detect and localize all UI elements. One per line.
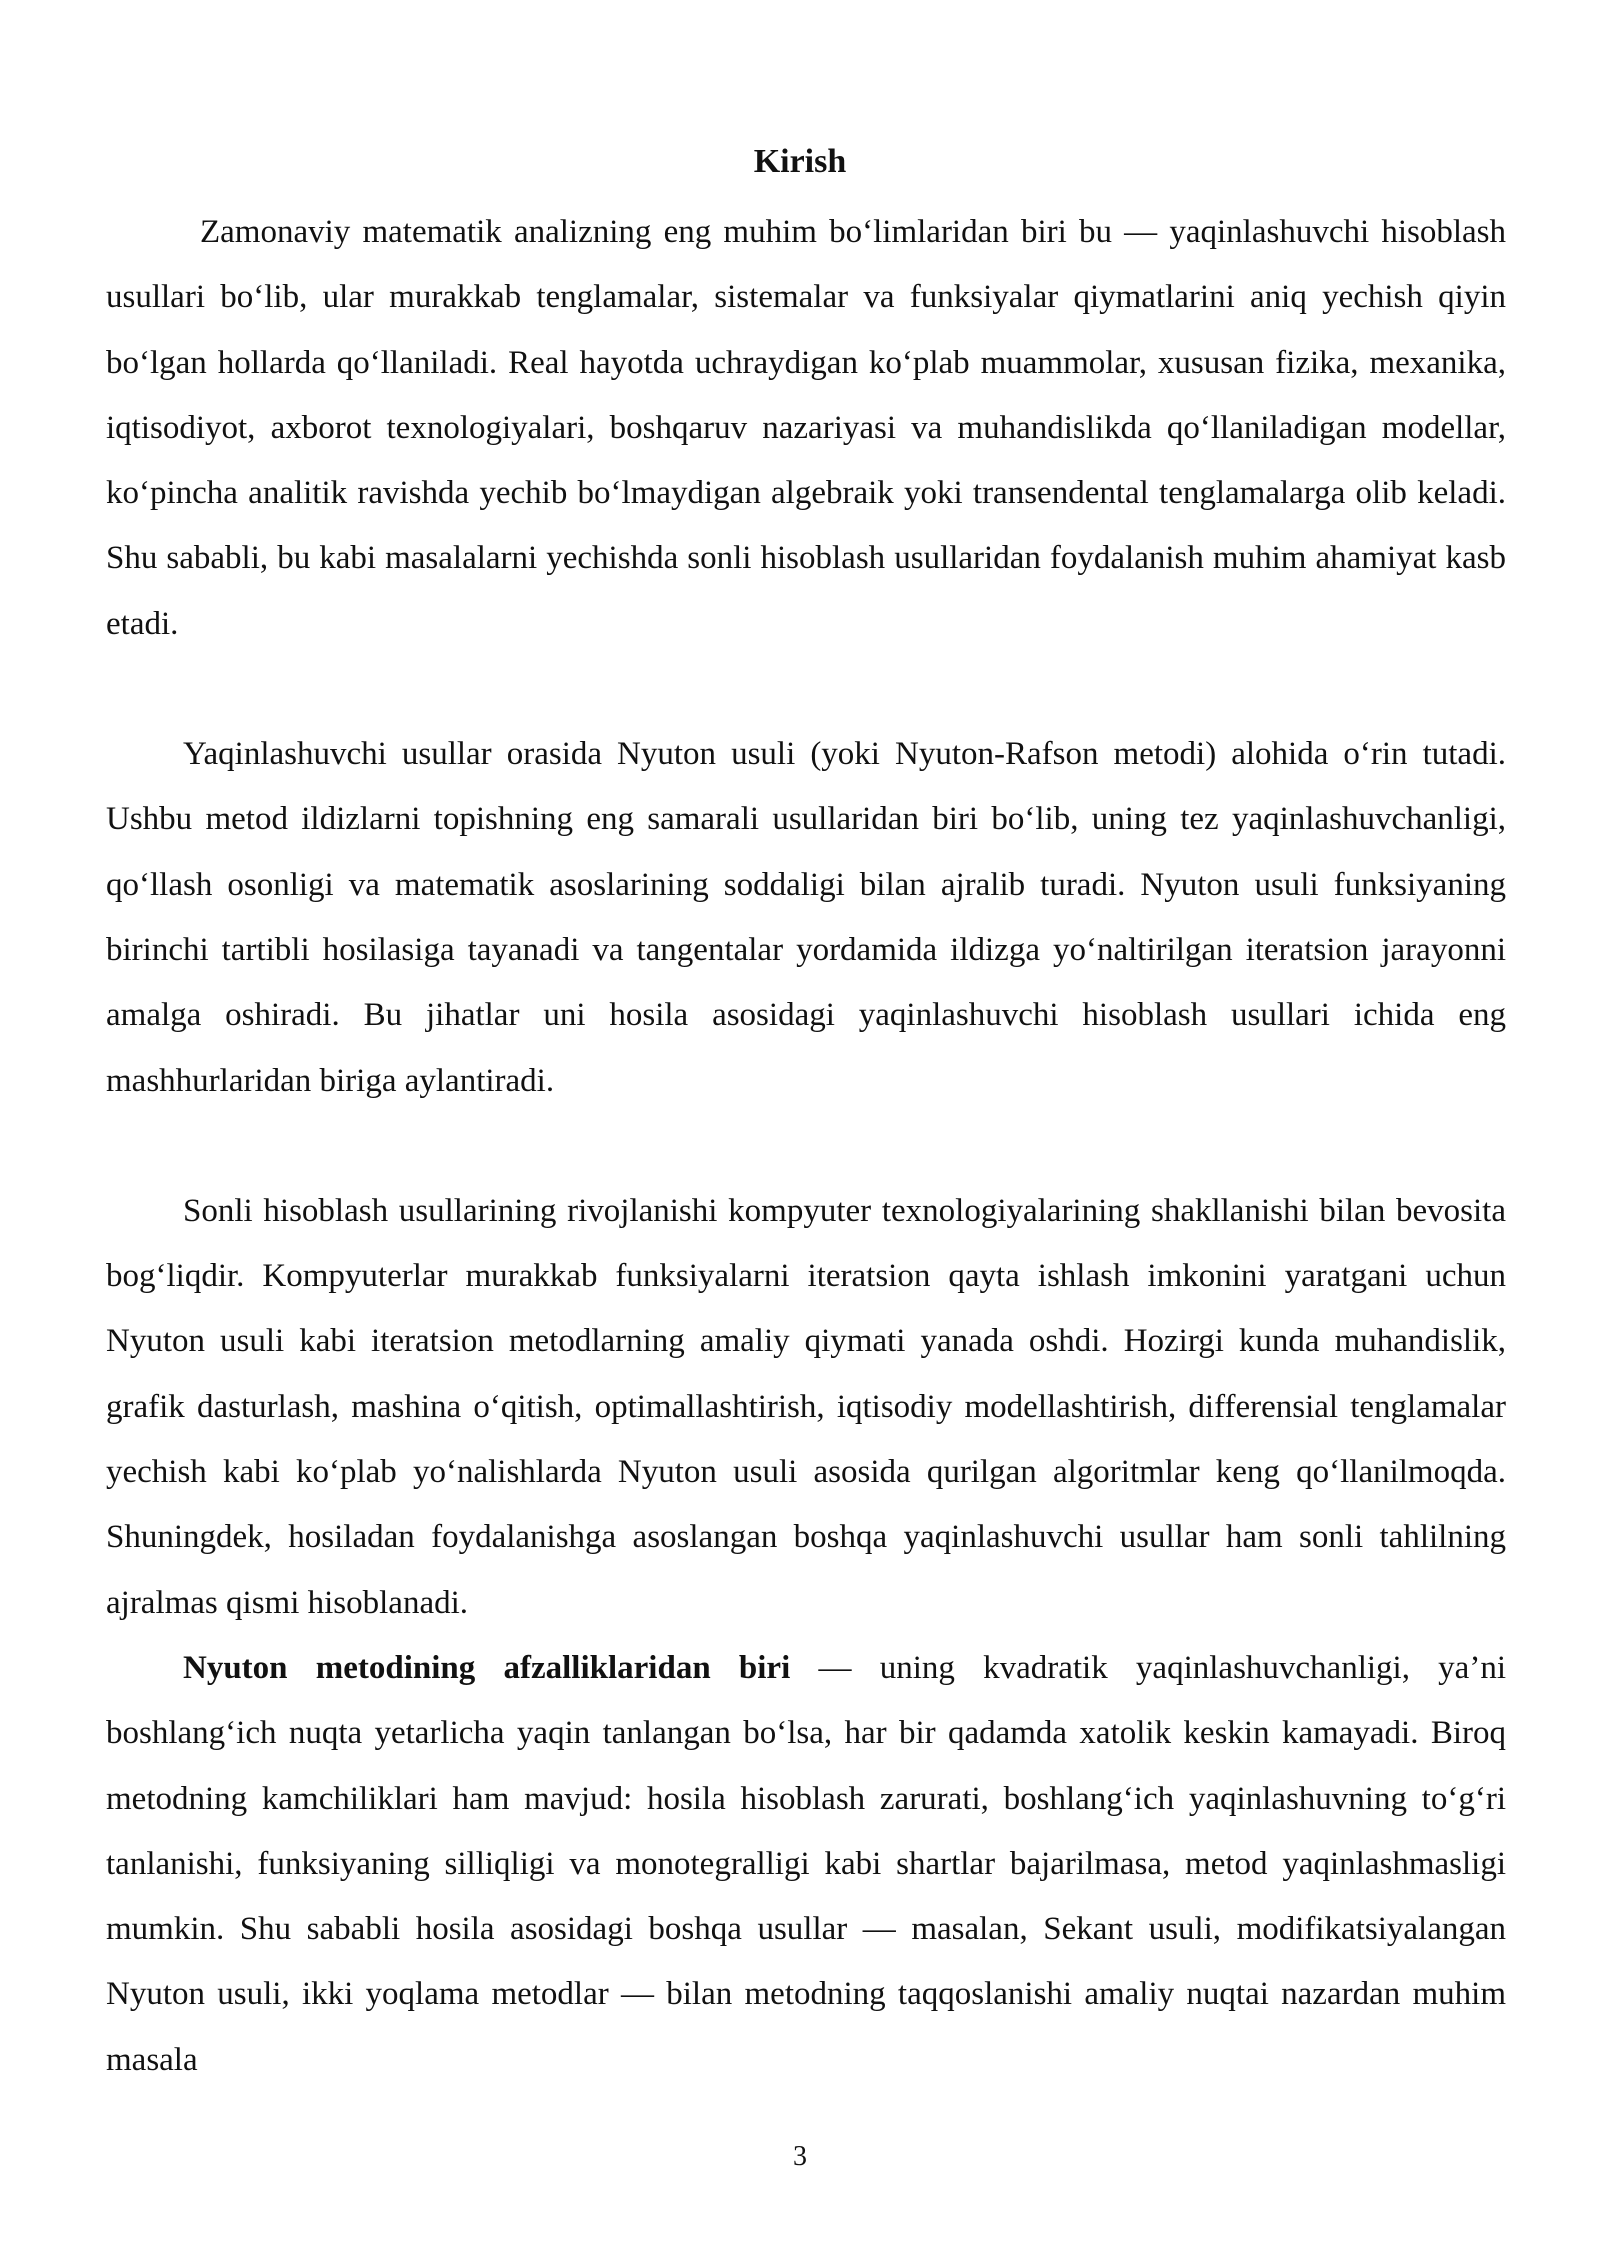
section-title: Kirish — [753, 143, 847, 180]
paragraph-newton-method: Yaqinlashuvchi usullar orasida Nyuton usuli (yoki Nyuton-Rafson metodi) alohida o‘rin tutadi. Ushbu metod ildizlarni topishning eng samarali usullaridan biri bo‘lib, uning tez yaqinlashuvchanligi, qo‘llash osonligi va matematik asoslarining soddaligi bilan ajralib turadi. Nyuton usuli funksiyaning birinchi tartibli hosilasiga tayanadi va tangentalar yordamida ildizga yo‘naltirilgan iteratsion jarayonni amalga oshiradi. Bu jihatlar uni hosila asosidagi yaqinlashuvchi hisoblash usullari ichida eng mashhurlaridan biriga aylantiradi. — [106, 736, 1506, 1099]
paragraph-numerical-methods: Sonli hisoblash usullarining rivojlanishi kompyuter texnologiyalarining shakllanishi bilan bevosita bog‘liqdir. Kompyuterlar murakkab funksiyalarni iteratsion qayta ishlash imkonini yaratgani uchun Nyuton usuli kabi iteratsion metodlarning amaliy qiymati yanada oshdi. Hozirgi kunda muhandislik, grafik dasturlash, mashina o‘qitish, optimallashtirish, iqtisodiy modellashtirish, differensial tenglamalar yechish kabi ko‘plab yo‘nalishlarda Nyuton usuli asosida qurilgan algoritmlar keng qo‘llanilmoqda. Shuningdek, hosiladan foydalanishga asoslangan boshqa yaqinlashuvchi usullar ham sonli tahlilning ajralmas qismi hisoblanadi. — [106, 1192, 1506, 1621]
body-text — [106, 200, 1506, 2093]
paragraph-advantages-text: — uning kvadratik yaqinlashuvchanligi, ya’ni boshlang‘ich nuqta yetarlicha yaqin tanlangan bo‘lsa, har bir qadamda xatolik keskin kamayadi. Biroq metodning kamchiliklari ham mavjud: hosila hisoblash zarurati, boshlang‘ich yaqinlashuvning to‘g‘ri tanlanishi, funksiyaning silliqligi va monotegralligi kabi shartlar bajarilmasa, metod yaqinlashmasligi mumkin. Shu sababli hosila asosidagi boshqa usullar — masalan, Sekant usuli, modifikatsiyalangan Nyuton usuli, ikki yoqlama metodlar — bilan metodning taqqoslanishi amaliy nuqtai nazardan muhim masala — [106, 1649, 1506, 2078]
paragraph-intro: Zamonaviy matematik analizning eng muhim bo‘limlaridan biri bu — yaqinlashuvchi hisoblash usullari bo‘lib, ular murakkab tenglamalar, sistemalar va funksiyalar qiymatlarini aniq yechish qiyin bo‘lgan hollarda qo‘llaniladi. Real hayotda uchraydigan ko‘plab muammolar, xususan fizika, mexanika, iqtisodiyot, axborot texnologiyalari, boshqaruv nazariyasi va muhandislikda qo‘llaniladigan modellar, ko‘pincha analitik ravishda yechib bo‘lmaydigan algebraik yoki transendental tenglamalarga olib keladi. Shu sababli, bu kabi masalalarni yechishda sonli hisoblash usullaridan foydalanish muhim ahamiyat kasb etadi. — [106, 214, 1506, 642]
paragraph-advantages — [106, 1636, 1506, 2093]
page-number: 3 — [793, 2141, 807, 2172]
paragraph-advantages-lead: Nyuton metodining afzalliklaridan biri — [183, 1649, 791, 1686]
